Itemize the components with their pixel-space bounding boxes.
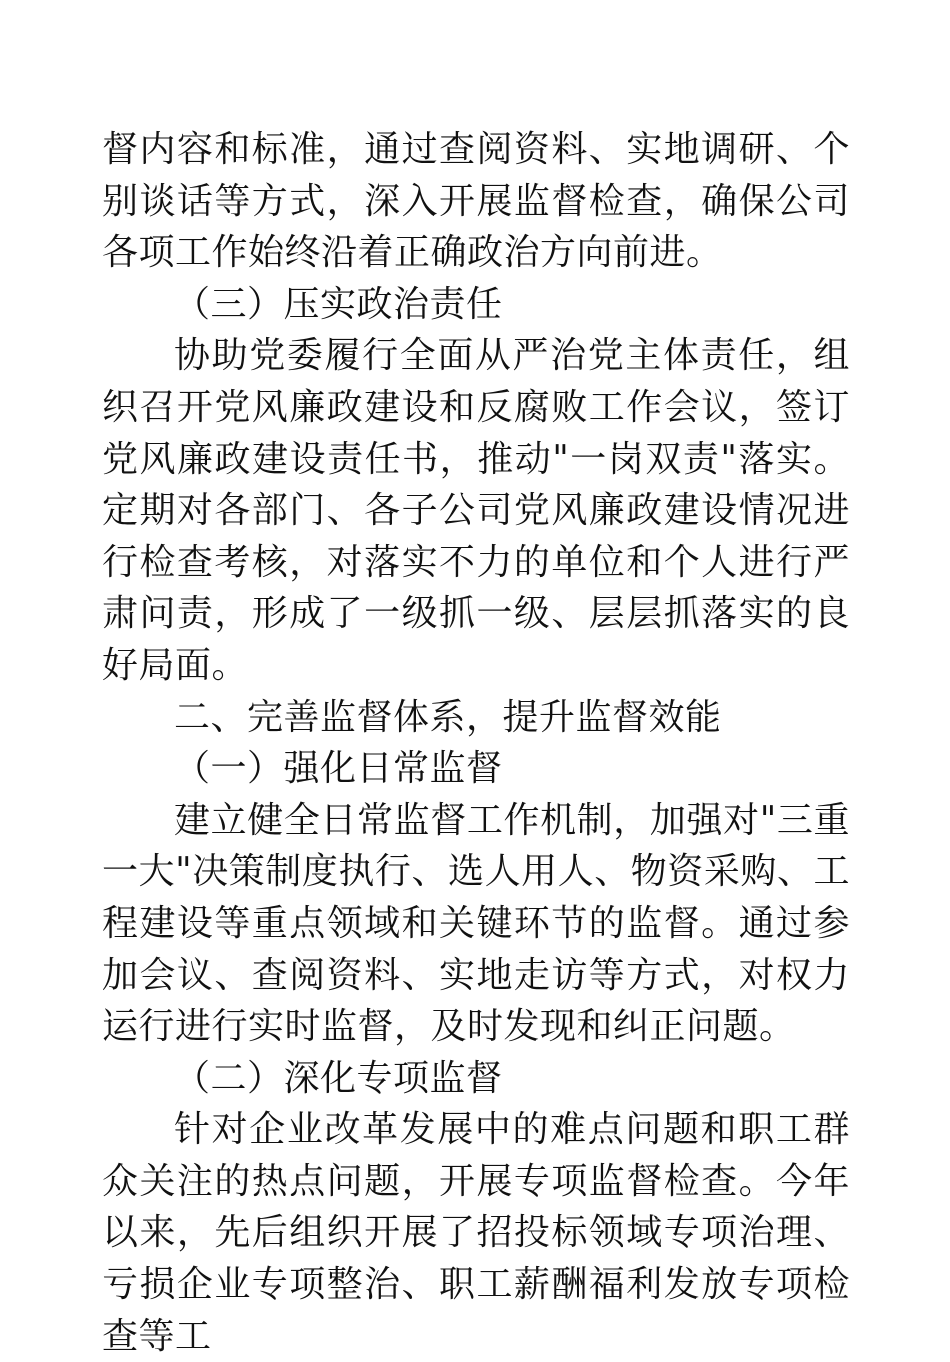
subheading-two: （二）深化专项监督 bbox=[174, 1057, 503, 1099]
subheading-three: （三）压实政治责任 bbox=[174, 283, 503, 325]
paragraph-political-responsibility: 协助党委履行全面从严治党主体责任，组织召开党风廉政建设和反腐败工作会议，签订党风廉政建设责任书，推动"一岗双责"落实。定期对各部门、各子公司党风廉政建设情况进行检查考核，对落实不力的单位和个人进行严肃问责，形成了一级抓一级、层层抓落实的良好局面。 bbox=[102, 335, 850, 686]
paragraph-continued: 督内容和标准，通过查阅资料、实地调研、个别谈话等方式，深入开展监督检查，确保公司各项工作始终沿着正确政治方向前进。 bbox=[102, 129, 850, 274]
document-body bbox=[102, 124, 850, 1362]
paragraph-daily-supervision: 建立健全日常监督工作机制，加强对"三重一大"决策制度执行、选人用人、物资采购、工程建设等重点领域和关键环节的监督。通过参加会议、查阅资料、实地走访等方式，对权力运行进行实时监督，及时发现和纠正问题。 bbox=[102, 799, 850, 1048]
section-heading-two: 二、完善监督体系，提升监督效能 bbox=[174, 696, 722, 738]
paragraph-special-supervision: 针对企业改革发展中的难点问题和职工群众关注的热点问题，开展专项监督检查。今年以来，先后组织开展了招投标领域专项治理、亏损企业专项整治、职工薪酬福利发放专项检查等工 bbox=[102, 1109, 850, 1357]
subheading-one: （一）强化日常监督 bbox=[174, 748, 503, 790]
